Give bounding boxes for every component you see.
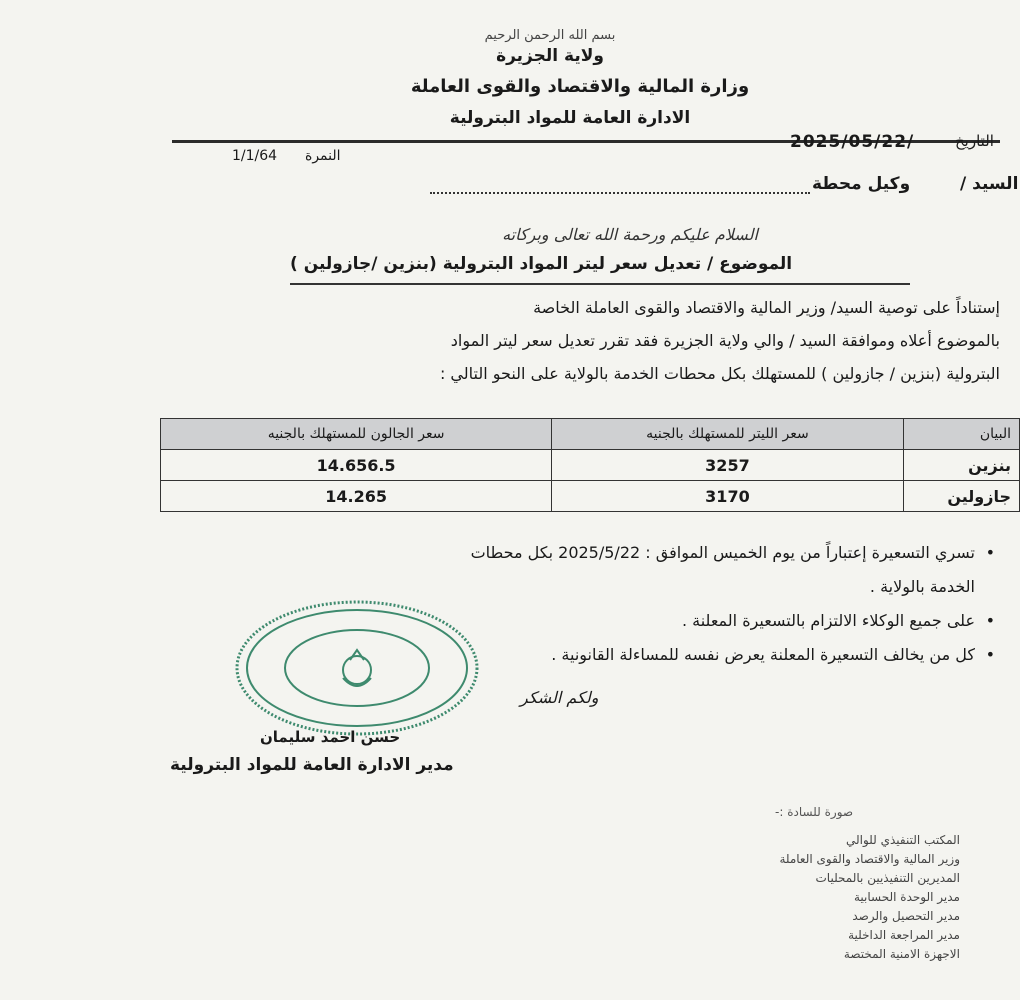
number-value: 1/1/64 bbox=[232, 148, 278, 164]
table-header-row bbox=[161, 419, 1020, 450]
table-cell-liter: 3257 bbox=[552, 450, 904, 481]
body-line-1: إستناداً على توصية السيد/ وزير المالية والاقتصاد والقوى العاملة الخاصة bbox=[533, 298, 1000, 317]
bismillah: بسم الله الرحمن الرحيم bbox=[484, 28, 616, 43]
subject-line: الموضوع / تعديل سعر ليتر المواد البترولية (بنزين /جازولين ) bbox=[290, 254, 793, 274]
ministry-name: وزارة المالية والاقتصاد والقوى العاملة bbox=[410, 76, 750, 97]
date-label: التاريخ bbox=[955, 132, 994, 150]
price-table bbox=[160, 418, 1020, 512]
copies-title: صورة للسادة :- bbox=[775, 805, 854, 819]
table-cell-gallon: 14.265 bbox=[161, 481, 552, 512]
addressee-title: وكيل محطة bbox=[812, 174, 911, 194]
table-header-gallon: سعر الجالون للمستهلك بالجنيه bbox=[161, 419, 552, 450]
list-item: • على جميع الوكلاء الالتزام بالتسعيرة المعلنة . bbox=[170, 608, 1000, 634]
list-item: • تسري التسعيرة إعتباراً من يوم الخميس الموافق : 2025/5/22 بكل محطات bbox=[170, 540, 1000, 566]
closing: ولكم الشكر bbox=[520, 688, 599, 707]
copies-list bbox=[640, 833, 960, 966]
table-cell-item: جازولين bbox=[903, 481, 1019, 512]
table-row bbox=[161, 450, 1020, 481]
list-item: مدير المراجعة الداخلية bbox=[848, 928, 960, 942]
list-item: وزير المالية والاقتصاد والقوى العاملة bbox=[779, 852, 960, 866]
date-value: 2025/05/22/ bbox=[790, 132, 915, 152]
addressee-dotted-line bbox=[430, 178, 810, 194]
table-header-item: البيان bbox=[903, 419, 1019, 450]
table-row bbox=[161, 481, 1020, 512]
state-name: ولاية الجزيرة bbox=[496, 46, 604, 66]
official-stamp-icon bbox=[232, 598, 482, 738]
greeting: السلام عليكم ورحمة الله تعالى وبركاته bbox=[502, 225, 758, 244]
list-item: المكتب التنفيذي للوالي bbox=[845, 833, 960, 847]
body-line-3: البترولية (بنزين / جازولين ) للمستهلك بكل محطات الخدمة بالولاية على النحو التالي : bbox=[439, 364, 1000, 383]
list-item: مدير التحصيل والرصد bbox=[852, 909, 960, 923]
number-label: النمرة bbox=[305, 148, 341, 164]
list-item: الاجهزة الامنية المختصة bbox=[843, 947, 960, 961]
signatory-title: مدير الادارة العامة للمواد البترولية bbox=[170, 755, 454, 775]
addressee-prefix: السيد / bbox=[960, 174, 1019, 194]
table-header-liter: سعر الليتر للمستهلك بالجنيه bbox=[552, 419, 904, 450]
table-cell-gallon: 14.656.5 bbox=[161, 450, 552, 481]
signatory-name: حسن احمد سليمان bbox=[260, 728, 401, 746]
body-line-2: بالموضوع أعلاه وموافقة السيد / والي ولاية الجزيرة فقد تقرر تعديل سعر ليتر المواد bbox=[450, 331, 1000, 350]
list-item: المديرين التنفيذيين بالمحليات bbox=[815, 871, 960, 885]
table-cell-item: بنزين bbox=[903, 450, 1019, 481]
subject-underline bbox=[290, 283, 910, 285]
administration-name: الادارة العامة للمواد البترولية bbox=[449, 108, 691, 128]
list-item-continuation: الخدمة بالولاية . bbox=[869, 577, 975, 596]
table-cell-liter: 3170 bbox=[552, 481, 904, 512]
list-item: مدير الوحدة الحسابية bbox=[853, 890, 960, 904]
list-item: • كل من يخالف التسعيرة المعلنة يعرض نفسه للمساءلة القانونية . bbox=[170, 642, 1000, 668]
